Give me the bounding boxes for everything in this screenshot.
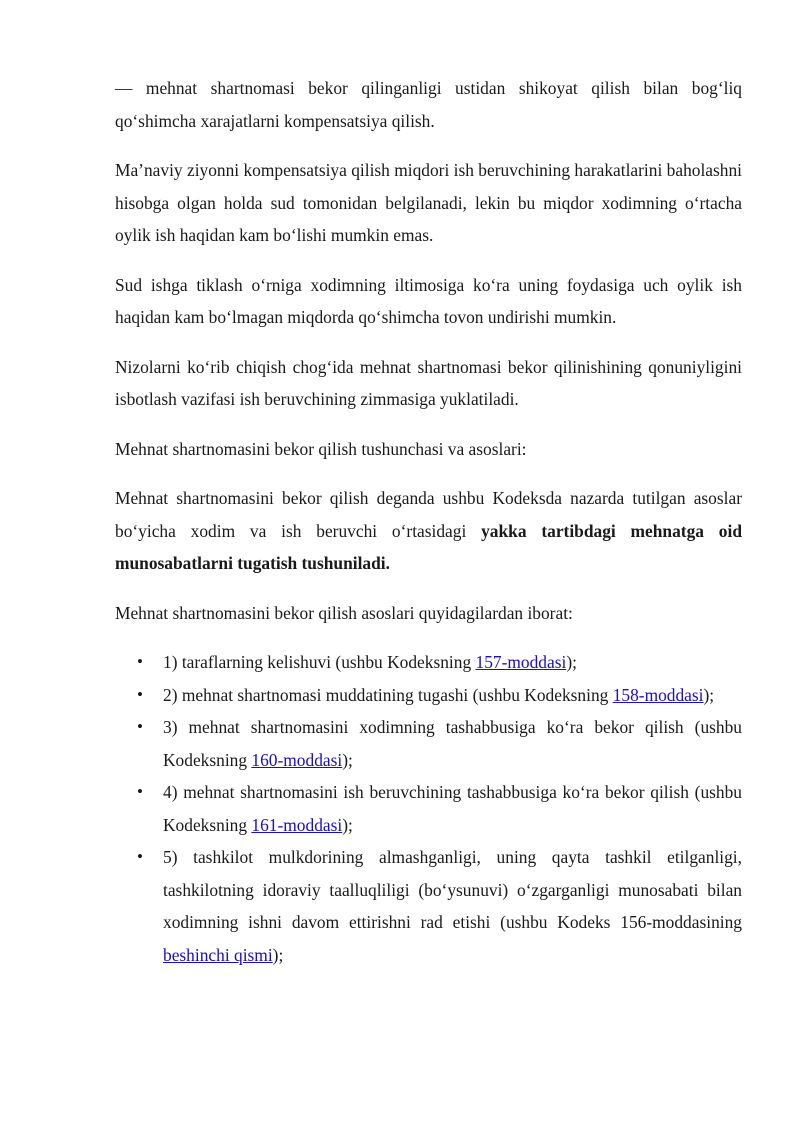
document-page — [115, 72, 742, 971]
list-item-text: 2) mehnat shartnomasi muddatining tugashi (ushbu Kodeksning — [163, 684, 613, 705]
paragraph-section-heading: Mehnat shartnomasini bekor qilish tushunchasi va asoslari: — [115, 438, 527, 459]
definition-bold-text: yakka tartibdagi mehnatga oid munosabatlarni tugatish tushuniladi. — [115, 520, 742, 573]
definition-text: Mehnat shartnomasini bekor qilish deganda ushbu Kodeksda nazarda tutilgan asoslar bo‘yicha xodim va ish beruvchi o‘rtasidagi — [115, 488, 742, 541]
list-item-text-end: ); — [566, 652, 577, 672]
grounds-list — [115, 646, 742, 971]
list-item — [115, 646, 742, 679]
paragraph-compensation-costs: — mehnat shartnomasi bekor qilinganligi ustidan shikoyat qilish bilan bog‘liq qo‘shimcha xarajatlarni kompensatsiya qilish. — [115, 78, 742, 131]
list-item-text-end: ); — [272, 944, 284, 965]
paragraph-moral-damage: Ma’naviy ziyonni kompensatsiya qilish miqdori ish beruvchining harakatlarini baholashni hisobga olgan holda sud tomonidan belgilanadi, lekin bu miqdor xodimning o‘rtacha oylik ish haqidan kam bo‘lishi mumkin emas. — [115, 160, 742, 245]
link-article-160[interactable]: 160-moddasi — [251, 749, 343, 770]
list-item-text: 4) mehnat shartnomasini ish beruvchining tashabbusiga ko‘ra bekor qilish (ushbu Kodeksning — [163, 782, 742, 835]
list-item — [115, 776, 742, 841]
link-article-157[interactable]: 157-moddasi — [475, 652, 567, 672]
list-item-text: 1) taraflarning kelishuvi (ushbu Kodeksning — [163, 652, 476, 672]
list-item — [115, 679, 742, 712]
list-item-text-end: ); — [703, 684, 715, 705]
link-article-158[interactable]: 158-moddasi — [612, 684, 704, 705]
list-item-text: 5) tashkilot mulkdorining almashganligi, uning qayta tashkil etilganligi, tashkilotning idoraviy taalluqliligi (bo‘ysunuvi) o‘zgarganligi munosabati bilan xodimning ishni davom ettirishni rad etishi (ushbu Kodeks 156-moddasining — [163, 847, 742, 932]
list-item-text-end: ); — [342, 814, 353, 835]
list-item — [115, 711, 742, 776]
list-item-text: 3) mehnat shartnomasini xodimning tashabbusiga ko‘ra bekor qilish (ushbu Kodeksning — [163, 717, 742, 770]
paragraph-definition — [115, 482, 742, 580]
list-item — [115, 841, 742, 971]
link-article-161[interactable]: 161-moddasi — [251, 814, 343, 835]
paragraph-grounds-intro: Mehnat shartnomasini bekor qilish asoslari quyidagilardan iborat: — [115, 602, 573, 623]
paragraph-additional-compensation: Sud ishga tiklash o‘rniga xodimning iltimosiga ko‘ra uning foydasiga uch oylik ish haqidan kam bo‘lmagan miqdorda qo‘shimcha tovon undirishi mumkin. — [115, 274, 742, 327]
paragraph-burden-of-proof: Nizolarni ko‘rib chiqish chog‘ida mehnat shartnomasi bekor qilinishining qonuniyligini isbotlash vazifasi ish beruvchining zimmasiga yuklatiladi. — [115, 356, 742, 409]
list-item-text-end: ); — [342, 749, 353, 770]
link-article-156-part-5[interactable]: beshinchi qismi — [163, 944, 273, 965]
